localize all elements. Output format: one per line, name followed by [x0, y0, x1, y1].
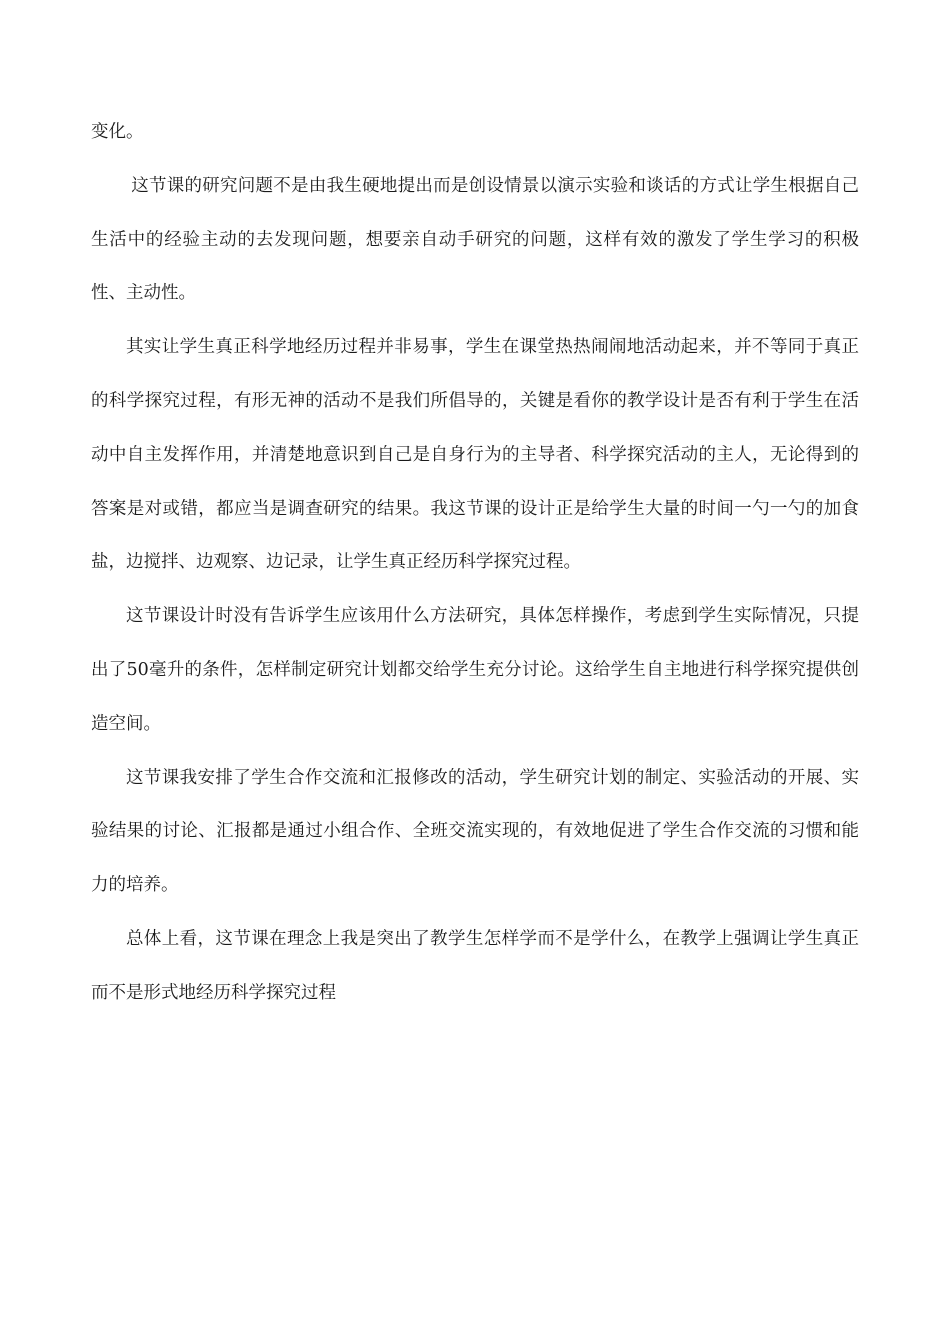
- paragraph-continuation: 变化。: [91, 122, 144, 142]
- paragraph-cooperation: 这节课我安排了学生合作交流和汇报修改的活动，学生研究计划的制定、实验活动的开展、实验结果的讨论、汇报都是通过小组合作、全班交流实现的，有效地促进了学生合作交流的习惯和能力的培养。: [91, 767, 859, 896]
- paragraph-summary: 总体上看，这节课在理念上我是突出了教学生怎样学而不是学什么，在教学上强调让学生真正而不是形式地经历科学探究过程: [91, 928, 859, 1003]
- paragraph-research-question: 这节课的研究问题不是由我生硬地提出而是创设情景以演示实验和谈话的方式让学生根据自己生活中的经验主动的去发现问题，想要亲自动手研究的问题，这样有效的激发了学生学习的积极性、主动性。: [91, 175, 859, 304]
- paragraph-research-method: 这节课设计时没有告诉学生应该用什么方法研究，具体怎样操作，考虑到学生实际情况，只提出了50毫升的条件，怎样制定研究计划都交给学生充分讨论。这给学生自主地进行科学探究提供创造空间。: [91, 606, 859, 734]
- document-body: [91, 106, 859, 1021]
- paragraph-scientific-process: 其实让学生真正科学地经历过程并非易事，学生在课堂热热闹闹地活动起来，并不等同于真正的科学探究过程，有形无神的活动不是我们所倡导的，关键是看你的教学设计是否有利于学生在活动中自主发挥作用，并清楚地意识到自己是自身行为的主导者、科学探究活动的主人，无论得到的答案是对或错，都应当是调查研究的结果。我这节课的设计正是给学生大量的时间一勺一勺的加食盐，边搅拌、边观察、边记录，让学生真正经历科学探究过程。: [91, 337, 859, 573]
